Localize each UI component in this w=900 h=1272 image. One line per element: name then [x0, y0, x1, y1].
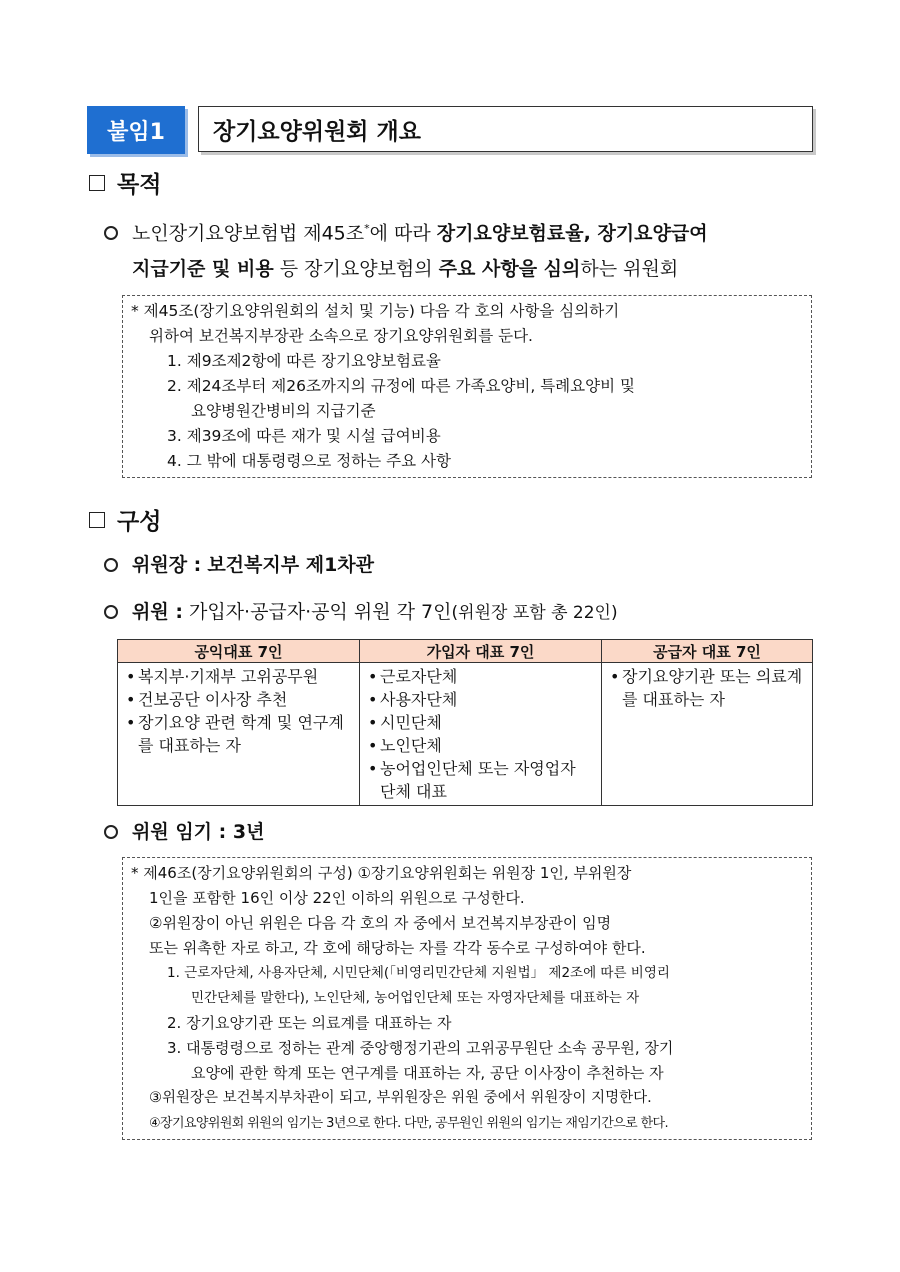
table-header: 공급자 대표 7인 [602, 640, 813, 663]
table-header: 가입자 대표 7인 [360, 640, 602, 663]
term-line: 위원 임기 : 3년 [104, 817, 264, 847]
list-item: • 시민단체 [380, 711, 595, 734]
table-cell-public [118, 663, 360, 806]
purpose-line-1: 노인장기요양보험법 제45조*에 따라 장기요양보험료율, 장기요양급여 [104, 214, 708, 248]
attachment-badge: 붙임1 [87, 106, 185, 154]
circle-bullet-icon [104, 558, 118, 572]
list-item: • 장기요양 관련 학계 및 연구계를 대표하는 자 [138, 711, 353, 757]
members-line: 위원 : 가입자·공급자·공익 위원 각 7인(위원장 포함 총 22인) [104, 597, 618, 628]
page-header [87, 106, 815, 154]
list-item: • 복지부·기재부 고위공무원 [138, 665, 353, 688]
composition-note-box: * 제46조(장기요양위원회의 구성) ①장기요양위원회는 위원장 1인, 부위원장 1인을 포함한 16인 이상 22인 이하의 위원으로 구성한다. ②위원장이 아닌 위원은 다음 각 호의 자 중에서 보건복지부장관이 임명 또는 위촉한 자로 하고, 각 호에 해당하는 자를 각각 동수로 구성하여야 한다. 1. 근로자단체, 사용자단체, 시민단체(「비영리민간단체 지원법」 제2조에 따른 비영리 민간단체를 말한다), 노인단체, 농어업인단체 또는 자영자단체를 대표하는 자 2. 장기요양기관 또는 의료계를 대표하는 자 3. 대통령령으로 정하는 관계 중앙행정기관의 고위공무원단 소속 공무원, 장기 요양에 관한 학계 또는 연구계를 대표하는 자, 공단 이사장이 추천하는 자 ③위원장은 보건복지부차관이 되고, 부위원장은 위원 중에서 위원장이 지명한다. ④장기요양위원회 위원의 임기는 3년으로 한다. 다만, 공무원인 위원의 임기는 재임기간으로 한다. [122, 857, 812, 1140]
list-item: • 노인단체 [380, 734, 595, 757]
table-cell-subscriber [360, 663, 602, 806]
section-composition-heading: 구성 [89, 503, 161, 536]
purpose-note-box: * 제45조(장기요양위원회의 설치 및 기능) 다음 각 호의 사항을 심의하기 위하여 보건복지부장관 소속으로 장기요양위원회를 둔다. 1. 제9조제2항에 따른 장기요양보험료율 2. 제24조부터 제26조까지의 규정에 따른 가족요양비, 특례요양비 및 요양병원간병비의 지급기준 3. 제39조에 따른 재가 및 시설 급여비용 4. 그 밖에 대통령령으로 정하는 주요 사항 [122, 295, 812, 478]
table-header-row [118, 640, 813, 663]
table-row [118, 663, 813, 806]
section-purpose-heading: 목적 [89, 166, 161, 199]
circle-bullet-icon [104, 226, 118, 240]
page-title: 장기요양위원회 개요 [198, 106, 813, 152]
members-table [117, 639, 813, 806]
square-bullet-icon [89, 175, 105, 191]
purpose-text [104, 214, 708, 284]
list-item: • 근로자단체 [380, 665, 595, 688]
purpose-line-2: 지급기준 및 비용 등 장기요양보험의 주요 사항을 심의하는 위원회 [132, 258, 679, 281]
list-item: • 건보공단 이사장 추천 [138, 688, 353, 711]
table-header: 공익대표 7인 [118, 640, 360, 663]
circle-bullet-icon [104, 825, 118, 839]
list-item: • 사용자단체 [380, 688, 595, 711]
table-cell-provider [602, 663, 813, 806]
circle-bullet-icon [104, 605, 118, 619]
square-bullet-icon [89, 512, 105, 528]
list-item: • 농어업인단체 또는 자영업자 단체 대표 [380, 757, 595, 803]
chair-line: 위원장 : 보건복지부 제1차관 [104, 550, 374, 580]
list-item: • 장기요양기관 또는 의료계를 대표하는 자 [622, 665, 806, 711]
